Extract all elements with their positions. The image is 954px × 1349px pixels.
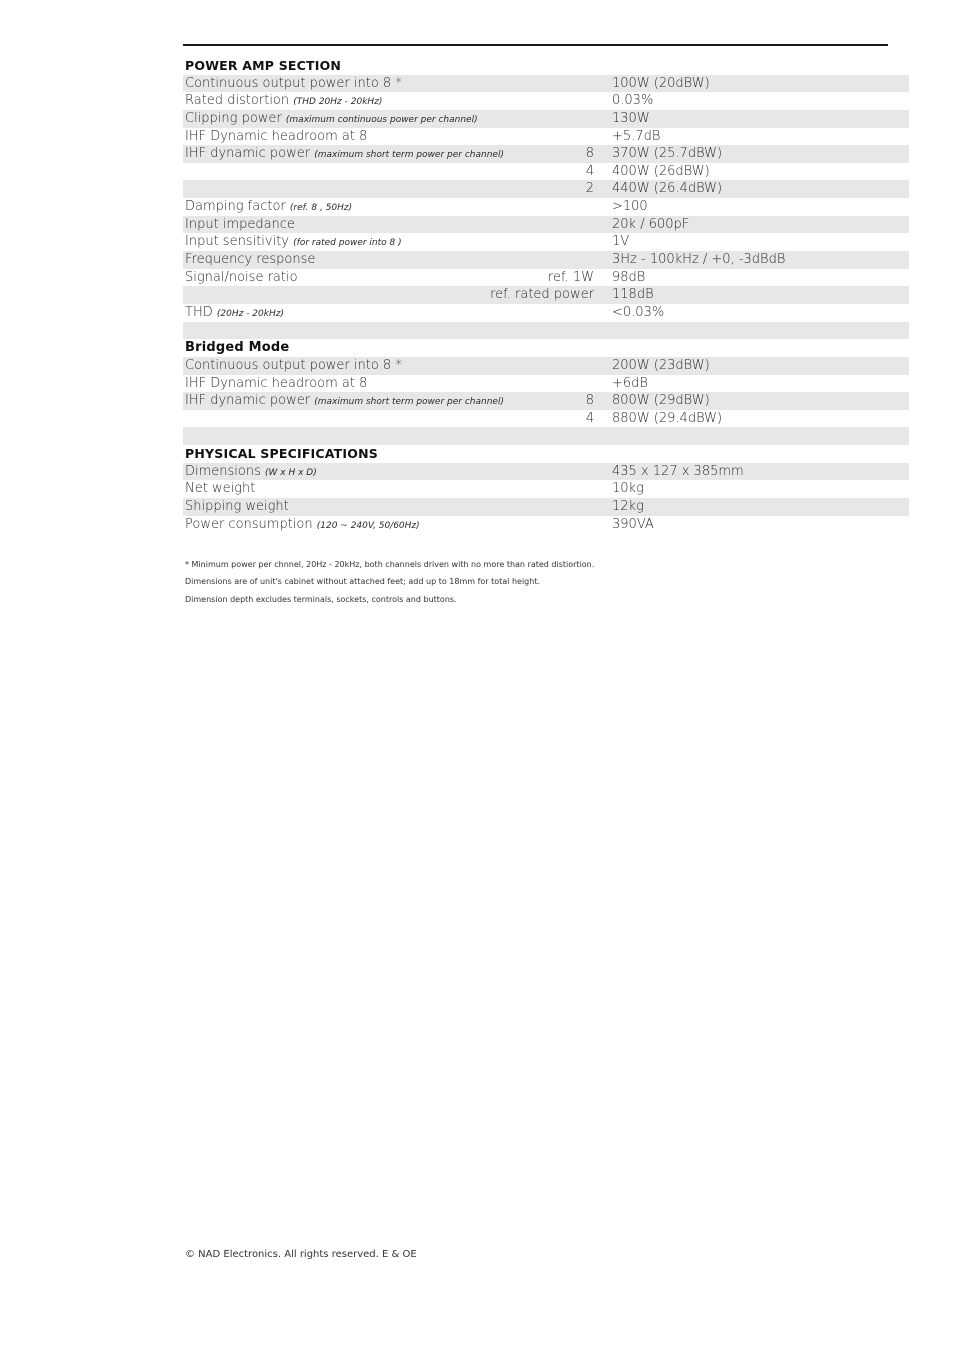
spec-value: 800W (29dBW) xyxy=(612,393,710,409)
label-text: Rated distortion xyxy=(185,93,294,109)
spec-row xyxy=(183,498,909,516)
label-text: Input sensitivity xyxy=(185,234,294,250)
spec-condition: 4 xyxy=(585,410,594,426)
label-text: IHF Dynamic headroom at 8 xyxy=(185,128,368,144)
spec-value: 435 x 127 x 385mm xyxy=(612,463,744,479)
spec-condition: 8 xyxy=(585,146,594,162)
spec-value: <0.03% xyxy=(612,304,665,320)
top-rule xyxy=(183,44,888,46)
spec-condition: 2 xyxy=(585,181,594,197)
section-heading xyxy=(183,339,909,357)
spec-sheet xyxy=(183,57,909,533)
spec-note: (maximum continuous power per channel) xyxy=(285,114,478,125)
label-text: IHF dynamic power xyxy=(185,393,315,409)
spec-note: (20Hz - 20kHz) xyxy=(216,308,284,319)
spec-row xyxy=(183,128,909,146)
spec-row xyxy=(183,145,909,163)
spec-row xyxy=(183,392,909,410)
footnote: Dimension depth excludes terminals, sockets, controls and buttons. xyxy=(185,594,457,604)
copyright: © NAD Electronics. All rights reserved. E & OE xyxy=(185,1249,417,1260)
label-text: Input impedance xyxy=(185,216,295,232)
spec-row xyxy=(183,163,909,181)
spec-note: (ref. 8 , 50Hz) xyxy=(289,203,353,214)
spec-label xyxy=(185,75,402,93)
spec-row xyxy=(183,286,909,304)
label-text: Power consumption xyxy=(185,516,317,532)
label-text: Shipping weight xyxy=(185,499,289,515)
spec-note: (120 ~ 240V, 50/60Hz) xyxy=(316,520,420,531)
spec-value: 12kg xyxy=(612,499,644,515)
spec-label xyxy=(185,357,402,375)
spec-row xyxy=(183,180,909,198)
spec-value: 0.03% xyxy=(612,93,654,109)
label-text: Damping factor xyxy=(185,199,290,215)
spec-value: 98dB xyxy=(612,269,646,285)
spec-row xyxy=(183,357,909,375)
spec-value: >100 xyxy=(612,199,648,215)
spec-row xyxy=(183,75,909,93)
spec-label xyxy=(185,251,315,269)
spec-row xyxy=(183,198,909,216)
spec-row xyxy=(183,480,909,498)
spec-note: (for rated power into 8 ) xyxy=(293,238,402,249)
spec-row xyxy=(183,233,909,251)
label-text: Continuous output power into 8 * xyxy=(185,75,402,91)
spec-value: 390VA xyxy=(612,516,654,532)
spec-row xyxy=(183,322,909,340)
spec-value: 130W xyxy=(612,110,650,126)
spec-value: 1V xyxy=(612,234,630,250)
spec-row xyxy=(183,375,909,393)
label-text: Net weight xyxy=(185,481,256,497)
section-heading xyxy=(183,445,909,463)
footnote: Dimensions are of unit's cabinet without attached feet; add up to 18mm for total height. xyxy=(185,577,540,587)
spec-condition: 4 xyxy=(585,163,594,179)
spec-label xyxy=(185,375,367,393)
spec-value: 200W (23dBW) xyxy=(612,357,710,373)
spec-condition: 8 xyxy=(585,393,594,409)
heading-text xyxy=(185,445,378,463)
spec-value: 10kg xyxy=(612,481,644,497)
label-text: POWER AMP SECTION xyxy=(185,58,342,73)
spec-row xyxy=(183,216,909,234)
label-text: Bridged Mode xyxy=(185,340,290,356)
spec-value: 118dB xyxy=(612,287,654,303)
spec-note: (W x H x D) xyxy=(265,467,317,478)
spec-value: 3Hz - 100kHz / +0, -3dBdB xyxy=(612,252,786,268)
spec-value: 370W (25.7dBW) xyxy=(612,146,723,162)
spec-row xyxy=(183,516,909,534)
spec-note: (maximum short term power per channel) xyxy=(314,150,504,161)
spec-value: 20k / 600pF xyxy=(612,216,690,232)
spec-label xyxy=(185,480,255,498)
label-text: Clipping power xyxy=(185,110,286,126)
spec-row xyxy=(183,251,909,269)
label-text: Signal/noise ratio xyxy=(185,269,298,285)
label-text: PHYSICAL SPECIFICATIONS xyxy=(185,446,378,462)
label-text: Continuous output power into 8 * xyxy=(185,357,402,373)
spec-value: +6dB xyxy=(612,375,648,391)
label-text: THD xyxy=(185,304,217,320)
spec-value: 880W (29.4dBW) xyxy=(612,410,723,426)
spec-value: +5.7dB xyxy=(612,128,661,144)
spec-label xyxy=(185,498,289,516)
spec-condition: ref. rated power xyxy=(490,287,594,303)
spec-label xyxy=(185,269,298,287)
spec-row xyxy=(183,92,909,110)
footnotes xyxy=(185,556,594,608)
heading-text xyxy=(185,339,289,357)
label-text: Frequency response xyxy=(185,252,316,268)
spec-label xyxy=(185,216,295,234)
spec-value: 100W (20dBW) xyxy=(612,75,710,91)
spec-row xyxy=(183,269,909,287)
spec-note: (maximum short term power per channel) xyxy=(314,397,504,408)
footnote: * Minimum power per chnnel, 20Hz - 20kHz, both channels driven with no more than rated distiortion. xyxy=(185,560,595,569)
spec-label xyxy=(185,516,420,536)
spec-row xyxy=(183,410,909,428)
spec-condition: ref. 1W xyxy=(547,269,594,285)
spec-row xyxy=(183,463,909,481)
label-text: Dimensions xyxy=(185,463,266,479)
spec-label xyxy=(185,128,367,146)
heading-text xyxy=(185,57,341,75)
spec-row xyxy=(183,427,909,445)
spec-row xyxy=(183,110,909,128)
section-heading xyxy=(183,57,909,75)
label-text: IHF Dynamic headroom at 8 xyxy=(185,375,368,391)
label-text: IHF dynamic power xyxy=(185,146,315,162)
spec-value: 440W (26.4dBW) xyxy=(612,181,723,197)
spec-row xyxy=(183,304,909,322)
spec-value: 400W (26dBW) xyxy=(612,163,710,179)
spec-note: (THD 20Hz - 20kHz) xyxy=(293,97,383,108)
